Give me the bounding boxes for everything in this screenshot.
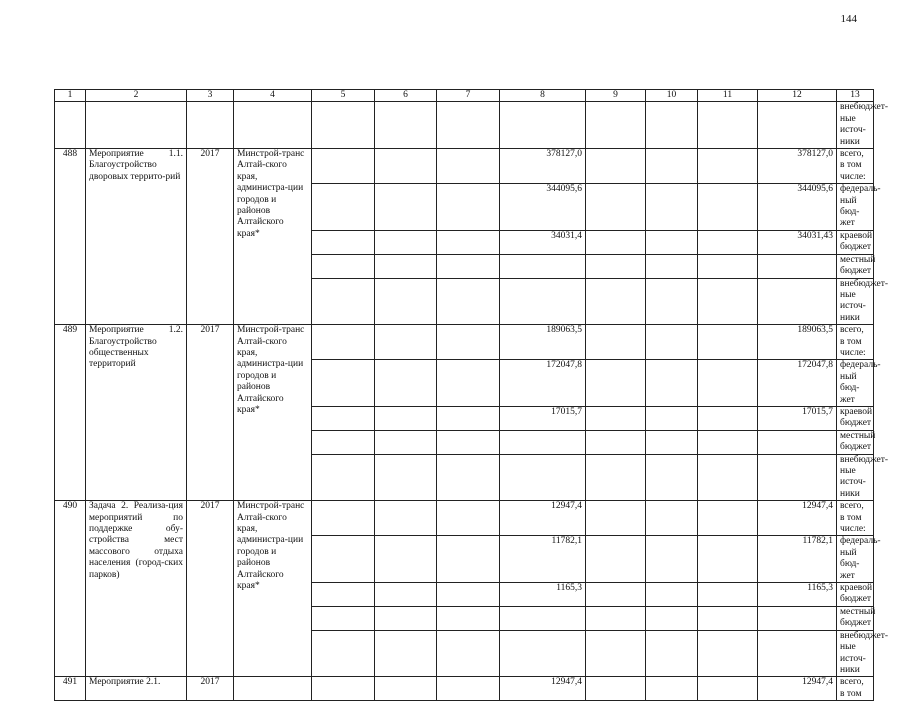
empty-cell <box>312 454 375 501</box>
empty-cell <box>646 149 698 184</box>
empty-cell <box>312 606 375 630</box>
empty-cell <box>312 278 375 325</box>
empty-cell <box>375 325 437 360</box>
empty-cell <box>698 606 758 630</box>
empty-cell <box>437 360 500 407</box>
funding-source-cell: федераль-ный бюд-жет <box>837 536 874 583</box>
table-row <box>55 501 874 536</box>
empty-cell <box>312 184 375 231</box>
amount-cell-col12: 172047,8 <box>758 360 837 407</box>
empty-cell <box>698 501 758 536</box>
table-row <box>55 102 874 149</box>
empty-cell <box>312 406 375 430</box>
funding-source-cell: местный бюджет <box>837 606 874 630</box>
empty-cell <box>375 536 437 583</box>
empty-cell <box>586 454 646 501</box>
empty-cell <box>586 278 646 325</box>
column-header: 5 <box>312 90 375 102</box>
amount-cell-col8: 34031,4 <box>500 230 586 254</box>
empty-cell <box>646 254 698 278</box>
empty-cell <box>375 583 437 607</box>
empty-cell <box>698 454 758 501</box>
empty-cell <box>375 184 437 231</box>
amount-cell-col12 <box>758 454 837 501</box>
empty-cell <box>646 677 698 701</box>
funding-source-cell: краевой бюджет <box>837 406 874 430</box>
funding-source-cell: краевой бюджет <box>837 230 874 254</box>
activity-name-cell: Мероприятие 2.1. <box>86 677 187 701</box>
empty-cell <box>698 184 758 231</box>
empty-cell <box>375 630 437 677</box>
empty-cell <box>375 230 437 254</box>
empty-cell <box>375 254 437 278</box>
empty-cell <box>646 325 698 360</box>
column-header: 4 <box>234 90 312 102</box>
amount-cell-col12: 34031,43 <box>758 230 837 254</box>
empty-cell <box>586 677 646 701</box>
empty-cell <box>646 360 698 407</box>
empty-cell <box>698 360 758 407</box>
empty-cell <box>437 583 500 607</box>
empty-cell <box>586 149 646 184</box>
empty-cell <box>375 149 437 184</box>
table-row <box>55 677 874 701</box>
empty-cell <box>646 184 698 231</box>
empty-cell <box>375 360 437 407</box>
row-number-cell: 488 <box>55 149 86 325</box>
empty-cell <box>698 254 758 278</box>
table-row <box>55 325 874 360</box>
empty-cell <box>375 501 437 536</box>
column-header: 6 <box>375 90 437 102</box>
empty-cell <box>375 606 437 630</box>
amount-cell-col8 <box>500 454 586 501</box>
column-header: 1 <box>55 90 86 102</box>
empty-cell <box>698 583 758 607</box>
amount-cell-col12 <box>758 278 837 325</box>
funding-source-cell: всего, в том числе: <box>837 325 874 360</box>
funding-source-cell: краевой бюджет <box>837 583 874 607</box>
funding-source-cell: федераль-ный бюд-жет <box>837 184 874 231</box>
column-header: 10 <box>646 90 698 102</box>
empty-cell <box>646 536 698 583</box>
empty-cell <box>698 630 758 677</box>
empty-cell <box>437 278 500 325</box>
amount-cell-col8 <box>500 278 586 325</box>
amount-cell-col8 <box>500 254 586 278</box>
column-header: 8 <box>500 90 586 102</box>
empty-cell <box>646 630 698 677</box>
amount-cell-col12: 378127,0 <box>758 149 837 184</box>
budget-table <box>54 89 889 701</box>
year-cell: 2017 <box>187 149 234 325</box>
empty-cell <box>437 254 500 278</box>
empty-cell <box>698 325 758 360</box>
empty-cell <box>586 536 646 583</box>
empty-cell <box>312 254 375 278</box>
year-cell: 2017 <box>187 677 234 701</box>
amount-cell-col8: 12947,4 <box>500 677 586 701</box>
funding-source-cell: местный бюджет <box>837 430 874 454</box>
amount-cell-col12: 17015,7 <box>758 406 837 430</box>
empty-cell <box>586 254 646 278</box>
empty-cell <box>375 677 437 701</box>
empty-cell <box>437 606 500 630</box>
amount-cell-col8: 172047,8 <box>500 360 586 407</box>
column-header: 12 <box>758 90 837 102</box>
empty-cell <box>312 360 375 407</box>
empty-cell <box>586 360 646 407</box>
empty-cell <box>646 278 698 325</box>
row-number-cell: 490 <box>55 501 86 677</box>
empty-cell <box>437 454 500 501</box>
column-header: 7 <box>437 90 500 102</box>
empty-cell <box>437 501 500 536</box>
funding-source-cell: всего, в том числе: <box>837 149 874 184</box>
amount-cell-col12 <box>758 254 837 278</box>
empty-cell <box>698 430 758 454</box>
funding-source-cell: всего, в том числе: <box>837 501 874 536</box>
empty-cell <box>312 630 375 677</box>
empty-cell <box>437 325 500 360</box>
amount-cell-col8 <box>500 606 586 630</box>
column-header-row <box>55 90 874 102</box>
amount-cell-col8: 378127,0 <box>500 149 586 184</box>
empty-cell <box>646 583 698 607</box>
empty-cell <box>646 454 698 501</box>
amount-cell-col8: 17015,7 <box>500 406 586 430</box>
column-header: 2 <box>86 90 187 102</box>
funding-source-cell: внебюджет-ные источ-ники <box>837 454 874 501</box>
empty-cell <box>698 278 758 325</box>
empty-cell <box>312 430 375 454</box>
column-header: 13 <box>837 90 874 102</box>
empty-cell <box>437 406 500 430</box>
empty-cell <box>586 430 646 454</box>
column-header: 3 <box>187 90 234 102</box>
empty-cell <box>437 184 500 231</box>
amount-cell-col8 <box>500 430 586 454</box>
empty-cell <box>437 536 500 583</box>
funding-source-cell: местный бюджет <box>837 254 874 278</box>
amount-cell-col12: 12947,4 <box>758 677 837 701</box>
activity-name-cell: Задача 2. Реализа-ция мероприятий по поддержке обу-стройства мест массового отдыха населения (город-ских парков) <box>86 501 187 677</box>
empty-cell <box>312 501 375 536</box>
empty-cell <box>586 406 646 430</box>
empty-cell <box>312 230 375 254</box>
empty-cell <box>586 230 646 254</box>
amount-cell-col12: 189063,5 <box>758 325 837 360</box>
year-cell: 2017 <box>187 325 234 501</box>
year-cell: 2017 <box>187 501 234 677</box>
amount-cell-col8: 12947,4 <box>500 501 586 536</box>
empty-cell <box>586 630 646 677</box>
amount-cell-col12: 11782,1 <box>758 536 837 583</box>
empty-cell <box>437 430 500 454</box>
amount-cell-col12: 12947,4 <box>758 501 837 536</box>
empty-cell <box>312 583 375 607</box>
empty-cell <box>586 184 646 231</box>
executor-cell: Минстрой-транс Алтай-ского края, администра-ции городов и районов Алтайского края* <box>234 325 312 501</box>
empty-cell <box>312 677 375 701</box>
amount-cell-col8: 344095,6 <box>500 184 586 231</box>
activity-name-cell: Мероприятие 1.2. Благоустройство общественных территорий <box>86 325 187 501</box>
funding-source-cell: всего, в том <box>837 677 874 701</box>
executor-cell: Минстрой-транс Алтай-ского края, администра-ции городов и районов Алтайского края* <box>234 501 312 677</box>
amount-cell-col12: 1165,3 <box>758 583 837 607</box>
amount-cell-col8: 11782,1 <box>500 536 586 583</box>
empty-cell <box>586 583 646 607</box>
empty-cell <box>646 430 698 454</box>
empty-cell <box>437 630 500 677</box>
empty-cell <box>437 149 500 184</box>
row-number-cell: 491 <box>55 677 86 701</box>
funding-source-cell: федераль-ный бюд-жет <box>837 360 874 407</box>
funding-source-cell: внебюджет-ные источ-ники <box>837 278 874 325</box>
empty-cell <box>375 406 437 430</box>
funding-source-cell: внебюджет-ные источ-ники <box>837 102 874 149</box>
empty-cell <box>698 149 758 184</box>
empty-cell <box>586 501 646 536</box>
empty-cell <box>375 454 437 501</box>
page-number: 144 <box>840 13 857 25</box>
empty-cell <box>312 536 375 583</box>
empty-cell <box>312 149 375 184</box>
amount-cell-col12 <box>758 430 837 454</box>
amount-cell-col8: 189063,5 <box>500 325 586 360</box>
amount-cell-col8: 1165,3 <box>500 583 586 607</box>
column-header: 9 <box>586 90 646 102</box>
empty-cell <box>437 230 500 254</box>
amount-cell-col12: 344095,6 <box>758 184 837 231</box>
empty-cell <box>375 278 437 325</box>
empty-cell <box>698 230 758 254</box>
funding-source-cell: внебюджет-ные источ-ники <box>837 630 874 677</box>
row-number-cell: 489 <box>55 325 86 501</box>
executor-cell: Минстрой-транс Алтай-ского края, администра-ции городов и районов Алтайского края* <box>234 149 312 325</box>
empty-cell <box>698 536 758 583</box>
empty-cell <box>698 406 758 430</box>
empty-cell <box>646 501 698 536</box>
empty-cell <box>312 325 375 360</box>
empty-cell <box>646 606 698 630</box>
empty-cell <box>375 430 437 454</box>
amount-cell-col8 <box>500 630 586 677</box>
table-row <box>55 149 874 184</box>
empty-cell <box>586 325 646 360</box>
empty-cell <box>646 230 698 254</box>
amount-cell-col12 <box>758 630 837 677</box>
column-header: 11 <box>698 90 758 102</box>
empty-cell <box>437 677 500 701</box>
amount-cell-col12 <box>758 606 837 630</box>
activity-name-cell: Мероприятие 1.1. Благоустройство дворовых террито-рий <box>86 149 187 325</box>
empty-cell <box>586 606 646 630</box>
empty-cell <box>698 677 758 701</box>
empty-cell <box>646 406 698 430</box>
executor-cell <box>234 677 312 701</box>
